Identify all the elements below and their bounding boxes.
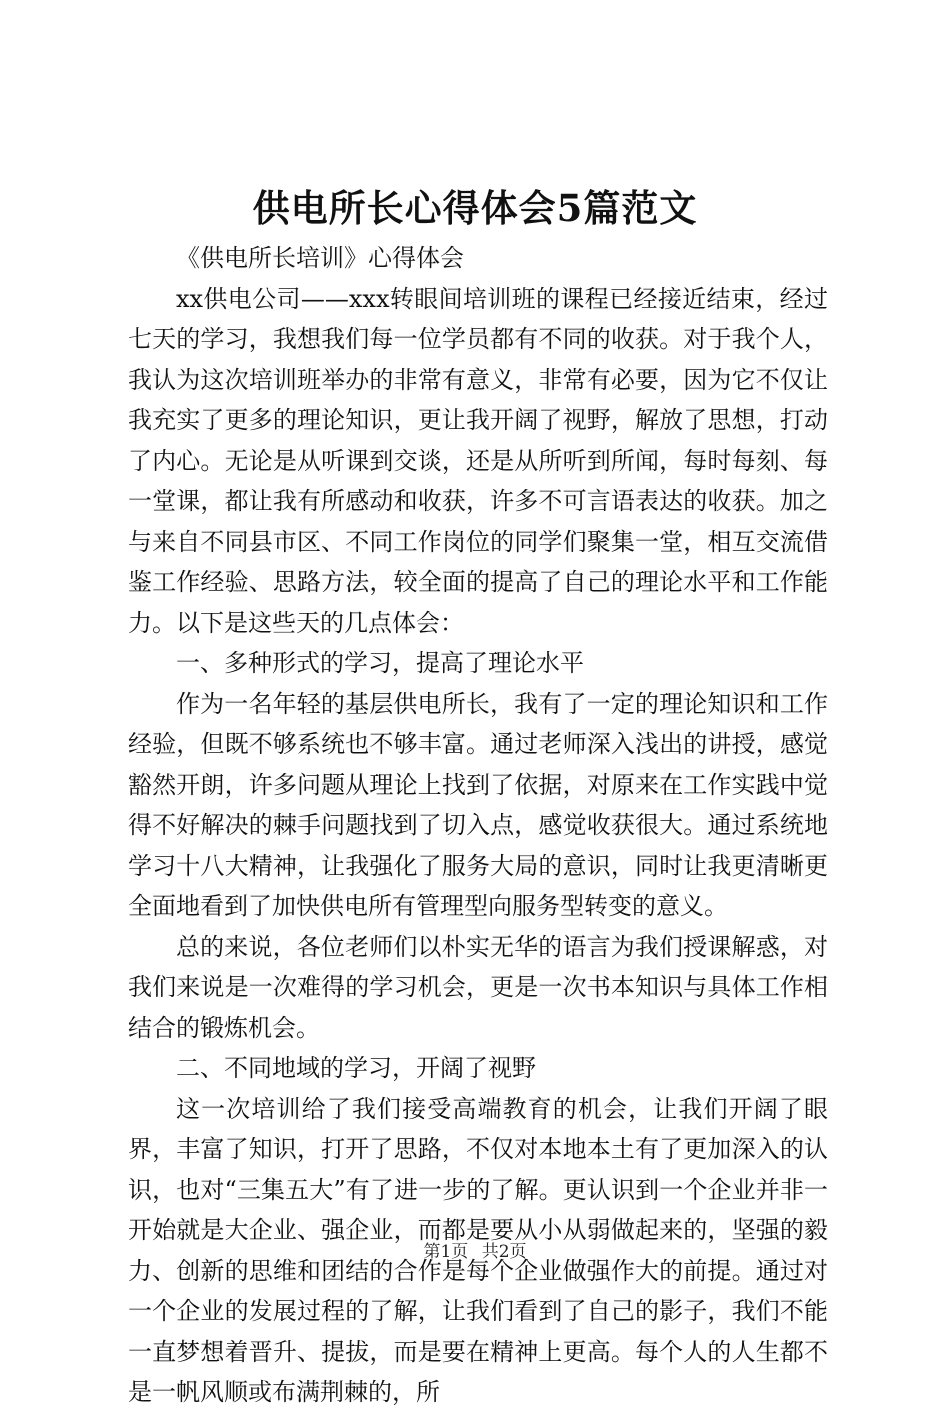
essay-subtitle: 《供电所长培训》心得体会 bbox=[176, 244, 464, 272]
document-body bbox=[128, 238, 828, 1413]
paragraph: 作为一名年轻的基层供电所长，我有了一定的理论知识和工作经验，但既不够系统也不够丰富。通过老师深入浅出的讲授，感觉豁然开朗，许多问题从理论上找到了依据，对原来在工作实践中觉得不好解决的棘手问题找到了切入点，感觉收获很大。通过系统地学习十八大精神，让我强化了服务大局的意识，同时让我更清晰更全面地看到了加快供电所有管理型向服务型转变的意义。 bbox=[128, 689, 828, 920]
paragraph: 这一次培训给了我们接受高端教育的机会，让我们开阔了眼界，丰富了知识，打开了思路，不仅对本地本土有了更加深入的认识，也对“三集五大”有了进一步的了解。更认识到一个企业并非一开始就是大企业、强企业，而都是要从小从弱做起来的，坚强的毅力、创新的思维和团结的合作是每个企业做强作大的前提。通过对一个企业的发展过程的了解，让我们看到了自己的影子，我们不能一直梦想着晋升、提拔，而是要在精神上更高。每个人的人生都不是一帆风顺或布满荆棘的，所 bbox=[128, 1094, 828, 1406]
paragraph: 总的来说，各位老师们以朴实无华的语言为我们授课解惑，对我们来说是一次难得的学习机会，更是一次书本知识与具体工作相结合的锻炼机会。 bbox=[128, 932, 828, 1042]
page-footer bbox=[0, 1240, 950, 1264]
paragraph: xx供电公司——xxx转眼间培训班的课程已经接近结束，经过七天的学习，我想我们每一位学员都有不同的收获。对于我个人，我认为这次培训班举办的非常有意义，非常有必要，因为它不仅让我充实了更多的理论知识，更让我开阔了视野，解放了思想，打动了内心。无论是从听课到交谈，还是从所听到所闻，每时每刻、每一堂课，都让我有所感动和收获，许多不可言语表达的收获。加之与来自不同县市区、不同工作岗位的同学们聚集一堂，相互交流借鉴工作经验、思路方法，较全面的提高了自己的理论水平和工作能力。以下是这些天的几点体会： bbox=[128, 284, 828, 637]
section-heading: 一、多种形式的学习，提高了理论水平 bbox=[176, 649, 584, 677]
section-heading: 二、不同地域的学习，开阔了视野 bbox=[176, 1054, 536, 1082]
page-total: 共2页 bbox=[481, 1242, 527, 1262]
document-title: 供电所长心得体会5篇范文 bbox=[252, 186, 698, 230]
page-number: 第1页 bbox=[423, 1242, 469, 1262]
